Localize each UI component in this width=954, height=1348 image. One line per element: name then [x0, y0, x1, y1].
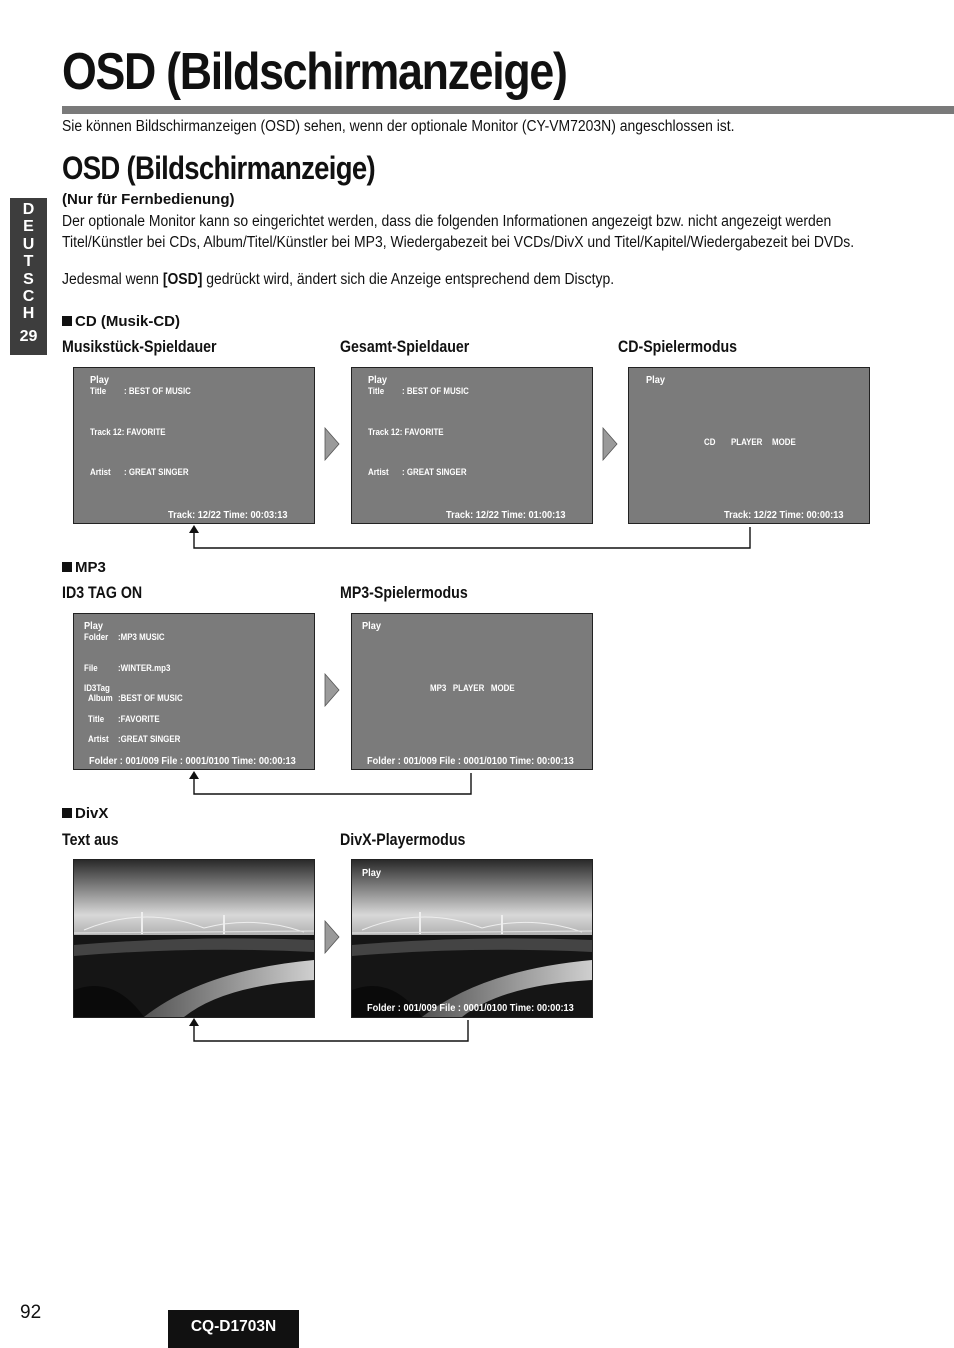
cycle-return-arrow-icon [186, 1017, 476, 1045]
cd-osd-screen-total-time [351, 367, 593, 524]
cycle-return-arrow-icon [186, 524, 756, 552]
mp3-caption-player-mode: MP3-Spielermodus [340, 584, 468, 602]
play-label: Play [90, 374, 110, 386]
square-bullet-icon [62, 808, 72, 818]
page-number: 92 [20, 1302, 42, 1323]
tab-letter: U [22, 235, 35, 253]
title-label: Title [88, 714, 105, 724]
title-value: : BEST OF MUSIC [402, 386, 469, 396]
divx-video-screen-player-mode [351, 859, 593, 1018]
album-label: Album [88, 693, 113, 703]
tab-letter: S [23, 270, 34, 288]
bridge-night-photo-icon [352, 860, 592, 1017]
title-rule [62, 106, 954, 114]
cd-caption-track-time: Musikstück-Spieldauer [62, 338, 217, 356]
osd-text-after: gedrückt wird, ändert sich die Anzeige entsprechend dem Disctyp. [202, 271, 615, 288]
intro-text: Sie können Bildschirmanzeigen (OSD) sehen, wenn der optionale Monitor (CY-VM7203N) angeschlossen ist. [62, 118, 735, 135]
status-line: Folder : 001/009 File : 0001/0100 Time: 00:00:13 [367, 1002, 574, 1014]
mp3-section-heading [62, 559, 106, 576]
folder-label: Folder [84, 632, 109, 642]
artist-value: : GREAT SINGER [402, 467, 467, 477]
tab-letter: D [22, 201, 35, 218]
cd-section-heading [62, 313, 180, 330]
tab-chapter-number: 29 [19, 328, 38, 345]
track-line: Track 12: FAVORITE [90, 427, 166, 437]
title-value: :FAVORITE [118, 714, 160, 724]
mp3-section-label: MP3 [75, 559, 106, 576]
mp3-osd-screen-player-mode [351, 613, 593, 770]
mp3-osd-screen-id3 [73, 613, 315, 770]
status-line: Track: 12/22 Time: 01:00:13 [446, 509, 566, 521]
cd-osd-screen-track-time [73, 367, 315, 524]
divx-section-label: DivX [75, 805, 109, 822]
mode-cd: CD [704, 437, 716, 447]
model-badge: CQ-D1703N [168, 1310, 299, 1348]
flow-arrow-icon [324, 673, 340, 707]
page-title: OSD (Bildschirmanzeige) [62, 43, 567, 101]
play-label: Play [646, 374, 666, 386]
divx-video-screen-text-off [73, 859, 315, 1018]
artist-label: Artist [368, 467, 389, 477]
divx-caption-text-off: Text aus [62, 831, 119, 849]
mp3-caption-id3: ID3 TAG ON [62, 584, 143, 602]
title-value: : BEST OF MUSIC [124, 386, 191, 396]
osd-key-label: [OSD] [162, 271, 203, 288]
tab-letter: C [22, 288, 35, 306]
description-line-2: Titel/Künstler bei CDs, Album/Titel/Künstler bei MP3, Wiedergabezeit bei VCDs/DivX und Titel/Kapitel/Wiedergabezeit bei DVDs. [62, 234, 855, 251]
artist-label: Artist [90, 467, 111, 477]
remote-only-note: (Nur für Fernbedienung) [62, 191, 235, 208]
cd-osd-screen-player-mode [628, 367, 870, 524]
status-line: Track: 12/22 Time: 00:00:13 [724, 509, 844, 521]
id3tag-label: ID3Tag [84, 683, 110, 693]
status-line: Folder : 001/009 File : 0001/0100 Time: 00:00:13 [89, 755, 296, 767]
title-label: Title [90, 386, 107, 396]
cd-section-label: CD (Musik-CD) [75, 313, 180, 330]
description-line-1: Der optionale Monitor kann so eingerichtet werden, dass die folgenden Informationen angezeigt bzw. nicht angezeigt werden [62, 213, 832, 230]
osd-key-paragraph [62, 271, 614, 289]
language-side-tab [10, 198, 47, 355]
mp3-mode-text: MP3 PLAYER MODE [430, 683, 515, 693]
status-line: Folder : 001/009 File : 0001/0100 Time: 00:00:13 [367, 755, 574, 767]
square-bullet-icon [62, 562, 72, 572]
section-title: OSD (Bildschirmanzeige) [62, 150, 375, 186]
mode-mode: MODE [772, 437, 796, 447]
tab-letter: H [22, 305, 35, 323]
play-label: Play [362, 867, 382, 879]
cycle-return-arrow-icon [186, 770, 478, 798]
artist-value: : GREAT SINGER [124, 467, 189, 477]
description-paragraph [62, 211, 854, 253]
tab-letter: E [23, 218, 34, 236]
cd-caption-total-time: Gesamt-Spieldauer [340, 338, 470, 356]
artist-label: Artist [88, 734, 109, 744]
title-label: Title [368, 386, 385, 396]
flow-arrow-icon [602, 427, 618, 461]
mode-player: PLAYER [731, 437, 763, 447]
play-label: Play [368, 374, 388, 386]
file-value: :WINTER.mp3 [118, 663, 171, 673]
bridge-night-photo-icon [74, 860, 314, 1017]
divx-section-heading [62, 805, 108, 822]
flow-arrow-icon [324, 920, 340, 954]
language-letters [10, 201, 47, 323]
track-line: Track 12: FAVORITE [368, 427, 444, 437]
status-line: Track: 12/22 Time: 00:03:13 [168, 509, 288, 521]
tab-letter: T [23, 253, 34, 271]
osd-text-before: Jedesmal wenn [62, 271, 163, 288]
square-bullet-icon [62, 316, 72, 326]
divx-caption-player-mode: DivX-Playermodus [340, 831, 466, 849]
cd-caption-player-mode: CD-Spielermodus [618, 338, 738, 356]
play-label: Play [84, 620, 104, 632]
flow-arrow-icon [324, 427, 340, 461]
file-label: File [84, 663, 98, 673]
folder-value: :MP3 MUSIC [118, 632, 165, 642]
artist-value: :GREAT SINGER [118, 734, 181, 744]
play-label: Play [362, 620, 382, 632]
album-value: :BEST OF MUSIC [118, 693, 183, 703]
